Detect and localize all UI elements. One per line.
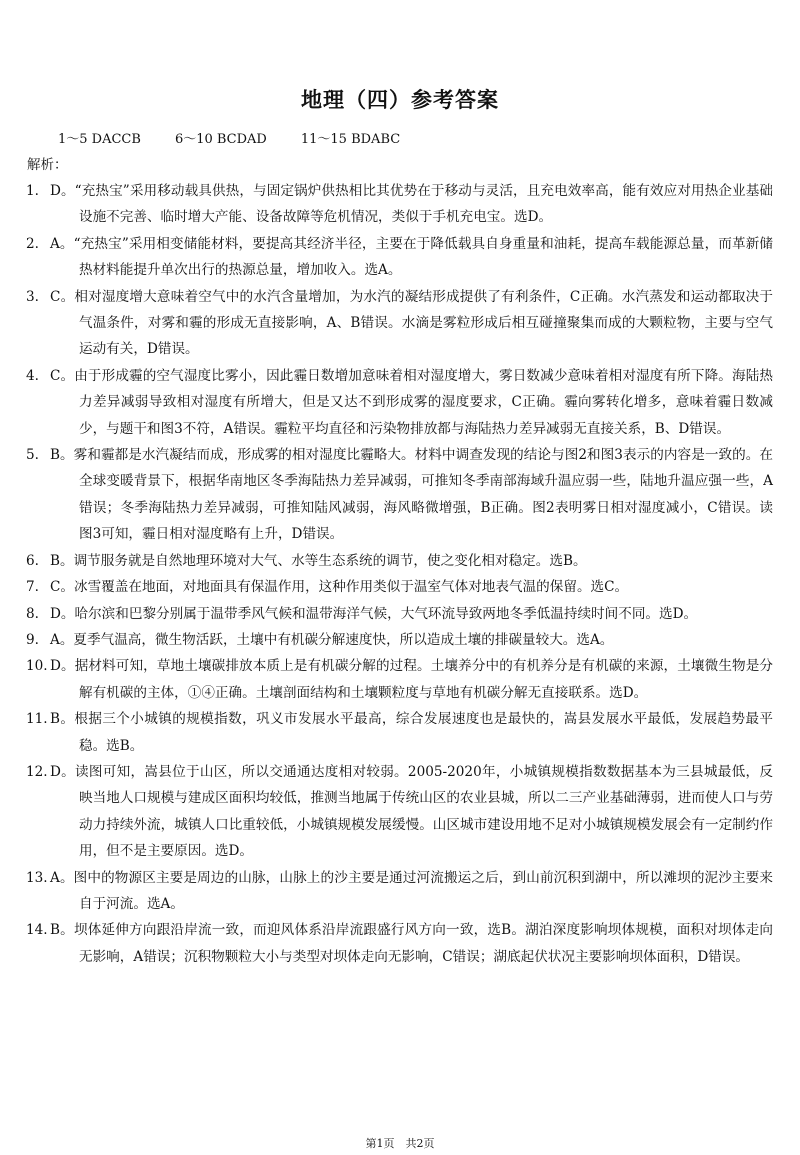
answer-item-number: 10. xyxy=(26,658,48,675)
answer-item-text: B。调节服务就是自然地理环境对大气、水等生态系统的调节，使之变化相对稳定。选B。 xyxy=(50,552,587,569)
page-footer: 第1页 共2页 xyxy=(365,1137,435,1150)
answer-item-number: 13. xyxy=(26,869,48,886)
answer-item-number: 7. xyxy=(26,579,39,596)
answer-item-text: D。读图可知，嵩县位于山区，所以交通通达度相对较弱。2005-2020年，小城镇规模指数数据基本为三县城最低，反映当地人口规模与建成区面积均较低，推测当地属于传统山区的农业县城，所以二三产业基础薄弱，进而使人口与劳动力持续外流，城镇人口比重较低，小城镇规模发展缓慢。山区城市建设用地不足对小城镇规模发展会有一定制约作用，但不是主要原因。选D。 xyxy=(50,763,773,860)
answer-key-line xyxy=(58,128,434,147)
answer-item-text: A。“充热宝”采用相变储能材料，要提高其经济半径，主要在于降低载具自身重量和油耗，提高车载能源总量，而革新储热材料能提升单次出行的热源总量，增加收入。选A。 xyxy=(50,235,773,279)
answer-item-text: B。雾和霾都是水汽凝结而成，形成雾的相对湿度比霾略大。材料中调查发现的结论与图2和图3表示的内容是一致的。在全球变暖背景下，根据华南地区冬季海陆热力差异减弱，可推知冬季南部海域升温应弱一些，陆地升温应强一些，A错误；冬季海陆热力差异减弱，可推知陆风减弱，海风略微增强，B正确。图2表明雾日相对湿度减小，C错误。读图3可知，霾日相对湿度略有上升，D错误。 xyxy=(50,447,773,543)
answer-item-number: 6. xyxy=(26,552,39,569)
answer-item-number: 8. xyxy=(26,605,39,622)
answer-item xyxy=(0,574,800,600)
answer-item xyxy=(0,284,800,363)
answer-explanations xyxy=(0,178,800,970)
answer-item-text: D。据材料可知，草地土壤碳排放本质上是有机碳分解的过程。土壤养分中的有机养分是有机碳的来源，土壤微生物是分解有机碳的主体，①④正确。土壤剖面结构和土壤颗粒度与草地有机碳分解无直接联系。选D。 xyxy=(50,658,773,701)
analysis-label: 解析： xyxy=(27,157,68,173)
answer-item-number: 2. xyxy=(26,235,39,252)
page-title: 地理（四）参考答案 xyxy=(301,88,499,112)
answer-item-text: C。由于形成霾的空气湿度比雾小，因此霾日数增加意味着相对湿度增大，雾日数减少意味着相对湿度有所下降。海陆热力差异减弱导致相对湿度有所增大，但是又达不到形成雾的湿度要求，C正确。霾向雾转化增多，意味着霾日数减少，与题干和图3不符，A错误。霾粒平均直径和污染物排放都与海陆热力差异减弱无直接关系，B、D错误。 xyxy=(50,367,773,437)
answer-item xyxy=(0,442,800,548)
answer-item-text: D。“充热宝”采用移动载具供热，与固定锅炉供热相比其优势在于移动与灵活，且充电效率高，能有效应对用热企业基础设施不完善、临时增大产能、设备故障等危机情况，类似于手机充电宝。选D。 xyxy=(50,183,773,226)
answer-item xyxy=(0,231,800,284)
answer-item-text: C。相对湿度增大意味着空气中的水汽含量增加，为水汽的凝结形成提供了有利条件，C正确。水汽蒸发和运动都取决于气温条件，对雾和霾的形成无直接影响，A、B错误。水滴是雾粒形成后相互碰撞聚集而成的大颗粒物，主要与空气运动有关，D错误。 xyxy=(50,288,773,358)
answer-item xyxy=(0,759,800,865)
answer-item-number: 11. xyxy=(26,711,48,728)
answer-item-text: B。根据三个小城镇的规模指数，巩义市发展水平最高，综合发展速度也是最快的，嵩县发展水平最低，发展趋势最平稳。选B。 xyxy=(50,711,773,754)
answer-item-text: D。哈尔滨和巴黎分别属于温带季风气候和温带海洋气候，大气环流导致两地冬季低温持续时间不同。选D。 xyxy=(50,605,698,622)
answer-item xyxy=(0,627,800,653)
answer-item-number: 5. xyxy=(26,447,39,464)
answer-item xyxy=(0,865,800,918)
answer-item-number: 1. xyxy=(26,183,39,199)
answer-item xyxy=(0,601,800,627)
answer-item-number: 12. xyxy=(26,763,48,780)
answer-key-6-10: 6～10 BCDAD xyxy=(174,132,267,147)
answer-item xyxy=(0,917,800,970)
answer-key-1-5: 1～5 DACCB xyxy=(58,132,141,147)
answer-item-number: 4. xyxy=(26,367,39,384)
answer-item xyxy=(0,548,800,574)
answer-item xyxy=(0,653,800,706)
answer-item-text: B。坝体延伸方向跟沿岸流一致，而迎风体系沿岸流跟盛行风方向一致，选B。湖泊深度影响坝体规模，面积对坝体走向无影响，A错误；沉积物颗粒大小与类型对坝体走向无影响，C错误；湖底起伏状况主要影响坝体面积，D错误。 xyxy=(50,922,773,965)
answer-item xyxy=(0,178,800,231)
answer-item xyxy=(0,706,800,759)
answer-item xyxy=(0,363,800,442)
answer-item-number: 14. xyxy=(26,922,48,939)
answer-item-number: 9. xyxy=(26,631,39,648)
answer-item-text: A。图中的物源区主要是周边的山脉，山脉上的沙主要是通过河流搬运之后，到山前沉积到湖中，所以滩坝的泥沙主要来自于河流。选A。 xyxy=(50,869,773,912)
answer-item-text: C。冰雪覆盖在地面，对地面具有保温作用，这种作用类似于温室气体对地表气温的保留。选C。 xyxy=(50,579,629,596)
answer-item-number: 3. xyxy=(26,288,39,305)
answer-item-text: A。夏季气温高，微生物活跃，土壤中有机碳分解速度快，所以造成土壤的排碳量较大。选A。 xyxy=(50,631,614,648)
answer-key-11-15: 11～15 BDABC xyxy=(300,132,401,147)
